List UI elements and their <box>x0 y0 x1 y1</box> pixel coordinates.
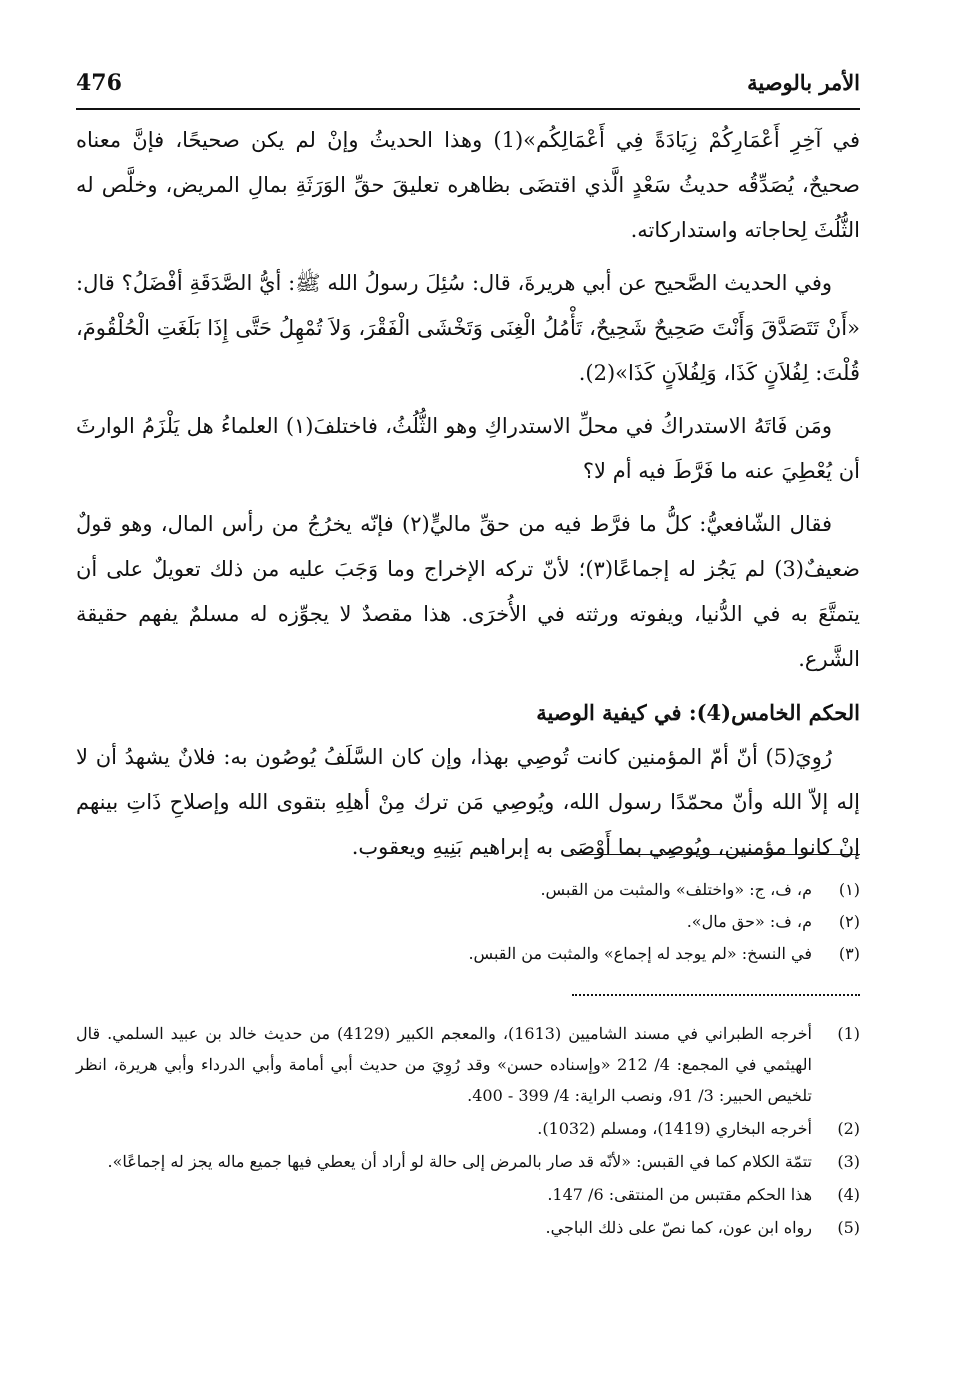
footnote-number: (١) <box>838 880 860 899</box>
page-header <box>76 66 860 106</box>
footnote-item <box>76 1212 860 1243</box>
running-title: الأمر بالوصية <box>747 70 860 95</box>
paragraph-4: فقال الشّافعيُّ: كلُّ ما فرَّط فيه من حقِّ ماليٍّ(٢) فإنّه يخرُجُ من رأس المال، وهو قولٌ ضعيفٌ(3) لم يَجُز له إجماعًا(٣)؛ لأنّ تركه الإخراج وما وَجَبَ عليه من ذلك تعويلٌ على أن يتمتَّعَ به في الدُّنيا، ويفوته ورثته في الأُخرَى. هذا مقصدٌ لا يجوِّزه له مسلمٌ يفهم حقيقة الشَّرع. <box>76 512 860 671</box>
footnote-number: (4) <box>837 1185 860 1204</box>
paragraph-5: رُوِيَ(5) أنّ أمّ المؤمنين كانت تُوصِي بهذا، وإن كان السَّلَفُ يُوصُون به: فلانٌ يشهدُ أن لا إله إلاّ الله وأنّ محمّدًا رسول الله، ويُوصِي مَن ترك مِنْ أهلِهِ بتقوى الله وإصلاحِ ذَاتِ بينهم إنْ كانوا مؤمنين، ويُوصِي بما أَوْصَى به إبراهيم بَنِيهِ ويعقوب. <box>76 745 860 859</box>
footnote-text: أخرجه الطبراني في مسند الشاميين (1613)، والمعجم الكبير (4129) من حديث خالد بن عبيد السلمي. قال الهيثمي في المجمع: 4/ 212 «وإسناده حسن» وقد رُوِيَ من حديث أبي أمامة وأبي الدرداء وأبي هريرة، انظر تلخيص الحبير: 3/ 91، ونصب الراية: 4/ 399 - 400. <box>76 1024 813 1105</box>
paragraph-1: في آخِرِ أَعْمَارِكُمْ زِيَادَةً فِي أَعْمَالِكُم»(1) وهذا الحديثُ وإنْ لم يكن صحيحًا، فإنَّ معناه صحيحٌ، يُصَدِّقُه حديثُ سَعْدٍ الَّذي اقتضَى بظاهره تعليقَ حقِّ الوَرَثَةِ بمالِ المريض، وخلَّص له الثُّلُثَ لِحاجاته واستداركاته. <box>76 128 860 242</box>
footnote-number: (1) <box>837 1024 860 1043</box>
footnote-item <box>76 874 860 906</box>
footnote-text: رواه ابن عون، كما نصّ على ذلك الباجي. <box>545 1218 812 1237</box>
header-rule <box>76 108 860 110</box>
section-heading-prefix: الحكم الخامس(4): <box>688 700 860 725</box>
footnote-item <box>76 1179 860 1210</box>
footnote-number: (3) <box>837 1152 860 1171</box>
section-heading-title: في كيفية الوصية <box>536 700 682 725</box>
section-heading <box>76 690 860 735</box>
paragraph-3: ومَن فَاتَهُ الاستدراكُ في محلِّ الاستدراكِ وهو الثُّلُثُ، فاختلفَ(١) العلماءُ هل يَلْزَمُ الوارثَ أن يُعْطِيَ عنه ما فَرَّطَ فيه أم لا؟ <box>76 414 860 483</box>
footnote-text: أخرجه البخاري (1419)، ومسلم (1032). <box>537 1119 812 1138</box>
footnote-text: م، ف، ج: «واختلف» والمثبت من القبس. <box>540 880 812 899</box>
footnote-number: (5) <box>837 1218 860 1237</box>
manuscript-footnotes <box>76 874 860 970</box>
page-number: 476 <box>76 70 122 96</box>
footnote-rule <box>572 854 860 855</box>
paragraph-2: وفي الحديث الصَّحيح عن أبي هريرةَ، قال: سُئِلَ رسولُ الله ﷺ: أيُّ الصَّدَقَةِ أفْضَلُ؟ قال: «أَنْ تَتَصَدَّقَ وَأَنْتَ صَحِيحٌ شَحِيحٌ، تَأْمُلُ الْغِنَى وَتَخْشَى الْفَقْرَ، وَلاَ تُمْهِلُ حَتَّى إِذَا بَلَغَتِ الْحُلْقُومَ، قُلْتَ: لِفُلاَنٍ كَذَا، وَلِفُلاَنٍ كَذَا»(2). <box>76 271 860 385</box>
footnote-number: (٢) <box>838 912 860 931</box>
footnote-text: هذا الحكم مقتبس من المنتقى: 6/ 147. <box>547 1185 812 1204</box>
footnote-item <box>76 1113 860 1144</box>
dotted-separator <box>572 994 860 996</box>
footnote-text: م، ف: «حق مال». <box>686 912 812 931</box>
main-text <box>76 118 860 878</box>
footnote-text: في النسخ: «لم يوجد له إجماع» والمثبت من القبس. <box>468 944 812 963</box>
footnote-number: (٣) <box>838 944 860 963</box>
editor-footnotes <box>76 1018 860 1245</box>
footnote-item <box>76 1018 860 1111</box>
footnote-number: (2) <box>837 1119 860 1138</box>
footnote-item <box>76 906 860 938</box>
footnote-text: تتمّة الكلام كما في القبس: «لأنّه قد صار بالمرض إلى حالة لو أراد أن يعطي فيها جميع ماله يجز له إجماعًا». <box>107 1152 812 1171</box>
footnote-item <box>76 938 860 970</box>
footnote-item <box>76 1146 860 1177</box>
